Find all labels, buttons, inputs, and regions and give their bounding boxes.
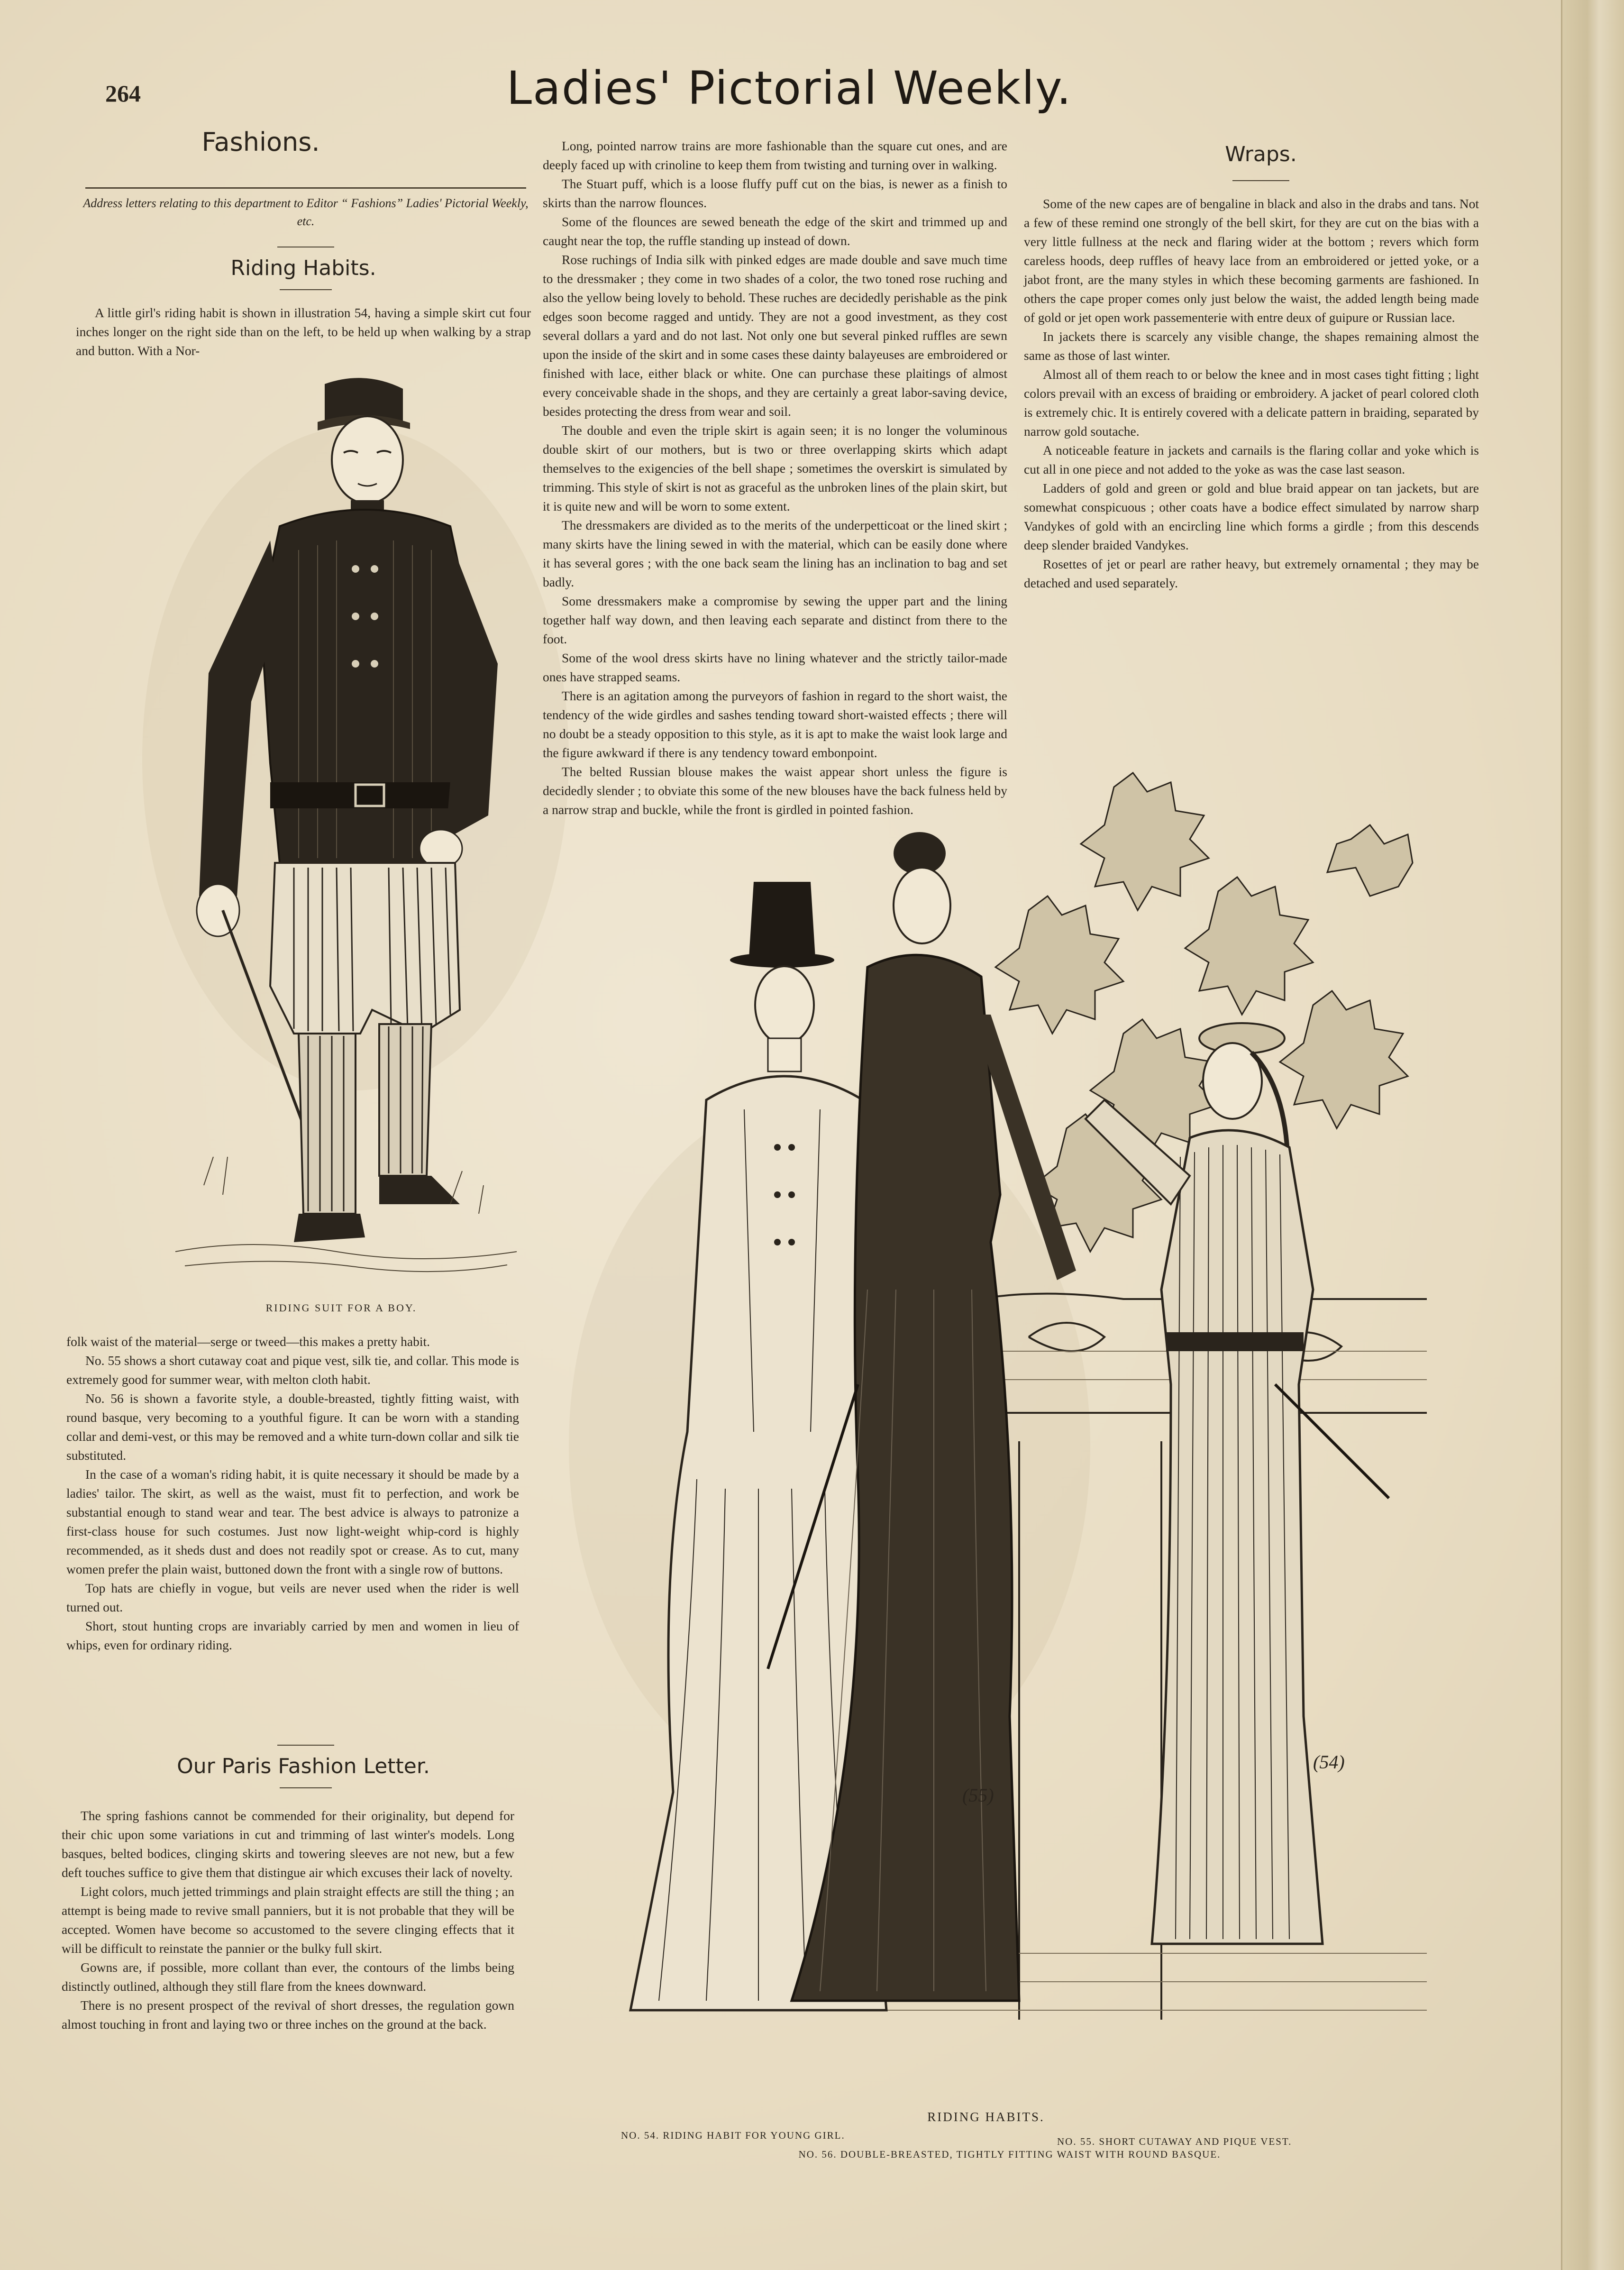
- paragraph: Almost all of them reach to or below the knee and in most cases tight fitting ; light colors prevail with an excess of braiding or embroidery. A jacket of pearl colored cloth is extremely chic. It is entirely covered with a delicate pattern in braiding, separated by narrow gold soutache.: [1024, 367, 1479, 439]
- paragraph: Some of the flounces are sewed beneath the edge of the skirt and trimmed up and caught near the top, the ruffle standing up instead of down.: [543, 214, 1007, 248]
- figure-number-54: (54): [1313, 1751, 1345, 1773]
- riding-habits-text: [66, 1332, 519, 1655]
- paragraph: Gowns are, if possible, more collant than ever, the contours of the limbs being distinctly outlined, although they still flare from the knees downward.: [62, 1960, 514, 1994]
- riding-intro-text: [76, 303, 531, 360]
- caption-no-54: NO. 54. RIDING HABIT FOR YOUNG GIRL.: [621, 2130, 845, 2141]
- paragraph: Rosettes of jet or pearl are rather heavy, but extremely ornamental ; they may be detached and used separately.: [1024, 557, 1479, 590]
- paragraph: There is no present prospect of the revival of short dresses, the regulation gown almost touching in front and laying two or three inches on the ground at the back.: [62, 1998, 514, 2032]
- paragraph: In the case of a woman's riding habit, it is quite necessary it should be made by a ladies' tailor. The skirt, as well as the waist, must fit to perfection, and work be substantial enough to stand wear and tear. The best advice is always to patronize a first-class house for such costumes. Just now light-weight whip-cord is highly recommended, as it sheds dust and does not readily spot or crease. As to cut, many women prefer the plain waist, buttoned down the front with a single row of buttons.: [66, 1467, 519, 1576]
- paragraph: Some dressmakers make a compromise by sewing the upper part and the lining together half way down, and then leaving each separate and distinct from there to the foot.: [543, 594, 1007, 646]
- paragraph: Some of the wool dress skirts have no lining whatever and the strictly tailor-made ones have strapped seams.: [543, 650, 1007, 684]
- paragraph: The spring fashions cannot be commended for their originality, but depend for their chic upon some variations in cut and trimming of last winter's models. Long basques, belted bodices, clinging skirts and towering sleeves are not new, but a few deft touches suffice to give them that distingue air which excuses their lack of novelty.: [62, 1808, 514, 1880]
- paragraph: In jackets there is scarcely any visible change, the shapes remaining almost the same as those of last winter.: [1024, 329, 1479, 363]
- divider-rule: [85, 187, 526, 189]
- riding-habits-illustration: [602, 768, 1436, 2110]
- wraps-heading: Wraps.: [1225, 142, 1297, 166]
- paragraph: Ladders of gold and green or gold and blue braid appear on tan jackets, but are somewhat conspicuous ; other coats have a bodice effect simulated by narrow sharp Vandykes of gold with an encircling line which forms a girdle ; from this descends deep slender braided Vandykes.: [1024, 481, 1479, 552]
- paragraph: Top hats are chiefly in vogue, but veils are never used when the rider is well turned out.: [66, 1581, 519, 1614]
- figure-number-55: (55): [962, 1785, 994, 1806]
- riding-habits-caption: RIDING HABITS.: [927, 2110, 1045, 2124]
- paragraph: Light colors, much jetted trimmings and plain straight effects are still the thing ; an attempt is being made to revive small panniers, but it is not probable that they will be accepted. Women have become so accustomed to the severe clinging effects that it will be difficult to reinstate the pannier or the bulky full skirt.: [62, 1884, 514, 1956]
- divider-rule: [280, 289, 332, 290]
- paragraph: A little girl's riding habit is shown in illustration 54, having a simple skirt cut four inches longer on the right side than on the left, to be held up when walking by a strap and button. With a Nor-: [76, 305, 531, 358]
- paragraph: The belted Russian blouse makes the waist appear short unless the figure is decidedly slender ; to obviate this some of the new blouses have the back fulness held by a narrow strap and buckle, while the front is girdled in pointed fashion.: [543, 764, 1007, 817]
- editor-address-note: Address letters relating to this department to Editor “ Fashions” Ladies' Pictorial Weekly, etc.: [83, 196, 529, 228]
- boy-illustration-caption: RIDING SUIT FOR A BOY.: [265, 1302, 417, 1314]
- divider-rule: [277, 1745, 334, 1746]
- paragraph: Long, pointed narrow trains are more fashionable than the square cut ones, and are deeply faced up with crinoline to keep them from twisting and turning over in walking.: [543, 138, 1007, 172]
- paris-letter-heading: Our Paris Fashion Letter.: [177, 1754, 430, 1778]
- paragraph: The dressmakers are divided as to the merits of the underpetticoat or the lined skirt ; many skirts have the lining sewed in with the material, which can be easily done where it has several gores ; with the one back seam the lining has an inclination to bag and set badly.: [543, 518, 1007, 589]
- paragraph: A noticeable feature in jackets and carnails is the flaring collar and yoke which is cut all in one piece and not added to the yoke as was the case last season.: [1024, 443, 1479, 476]
- paragraph: Some of the new capes are of bengaline in black and also in the drabs and tans. Not a few of these remind one strongly of the bell skirt, for they are cut on the bias with a very little fullness at the neck and flaring wider at the bottom ; revers which form careless hoods, deep ruffles of heavy lace from an embroidered or jetted yoke, or a jabot front, are the many styles in which these becoming garments are fashioned. In others the cape proper comes only just below the waist, the added length being made of gold or jet open work passementerie with entre deux of guipure or Russian lace.: [1024, 196, 1479, 325]
- paris-letter-text: [62, 1806, 514, 2034]
- paragraph: No. 56 is shown a favorite style, a double-breasted, tightly fitting waist, with round basque, very becoming to a youthful figure. It can be worn with a standing collar and demi-vest, or this may be removed and a white turn-down collar and silk tie substituted.: [66, 1391, 519, 1463]
- middle-column-text: [543, 137, 1007, 819]
- riding-habits-heading: Riding Habits.: [230, 256, 376, 280]
- masthead-title: Ladies' Pictorial Weekly.: [506, 62, 1072, 115]
- wraps-text: [1024, 194, 1479, 593]
- page-number: 264: [105, 80, 141, 107]
- paragraph: folk waist of the material—serge or tweed—this makes a pretty habit.: [66, 1334, 430, 1349]
- divider-rule: [280, 1787, 332, 1788]
- paragraph: Short, stout hunting crops are invariably carried by men and women in lieu of whips, even for ordinary riding.: [66, 1619, 519, 1652]
- divider-rule: [1232, 180, 1289, 181]
- caption-no-56: NO. 56. DOUBLE-BREASTED, TIGHTLY FITTING WAIST WITH ROUND BASQUE.: [798, 2149, 1221, 2160]
- paragraph: No. 55 shows a short cutaway coat and pique vest, silk tie, and collar. This mode is extremely good for summer wear, with melton cloth habit.: [66, 1353, 519, 1387]
- riding-suit-boy-illustration: [156, 370, 526, 1294]
- paragraph: The double and even the triple skirt is again seen; it is no longer the voluminous double skirt of our mothers, but is two or three overlapping skirts which adapt themselves to the exigencies of the bell shape ; sometimes the overskirt is simulated by trimming. This style of skirt is not as graceful as the unbroken lines of the plain skirt, but it is quite new and will be worn to some extent.: [543, 423, 1007, 513]
- page-edge-fold: [1561, 0, 1624, 2270]
- paragraph: Rose ruchings of India silk with pinked edges are made double and save much time to the dressmaker ; they come in two shades of a color, the two toned rose ruching and also the yellow being lovely to behold. These ruches are decidedly perishable as the pink edges soon become ragged and untidy. They are not a good investment, as they cost several dollars a yard and do not last. Not only one but several pinked ruffles are sewn upon the inside of the skirt and in some cases these dainty balayeuses are embroidered or finished with lace, either black or white. One can purchase these plaitings of almost every conceivable shade in the shops, and they are certainly a great labor-saving device, besides protecting the dress from wear and soil.: [543, 252, 1007, 419]
- caption-no-55: NO. 55. SHORT CUTAWAY AND PIQUE VEST.: [1057, 2136, 1292, 2147]
- paragraph: There is an agitation among the purveyors of fashion in regard to the short waist, the tendency of the wide girdles and sashes tending toward short-waisted effects ; there will no doubt be a steady opposition to this style, as it is apt to make the waist look large and the figure awkward if there is any tendency toward embonpoint.: [543, 688, 1007, 760]
- fashions-heading: Fashions.: [201, 127, 320, 157]
- paragraph: The Stuart puff, which is a loose fluffy puff cut on the bias, is newer as a finish to skirts than the narrow flounces.: [543, 176, 1007, 210]
